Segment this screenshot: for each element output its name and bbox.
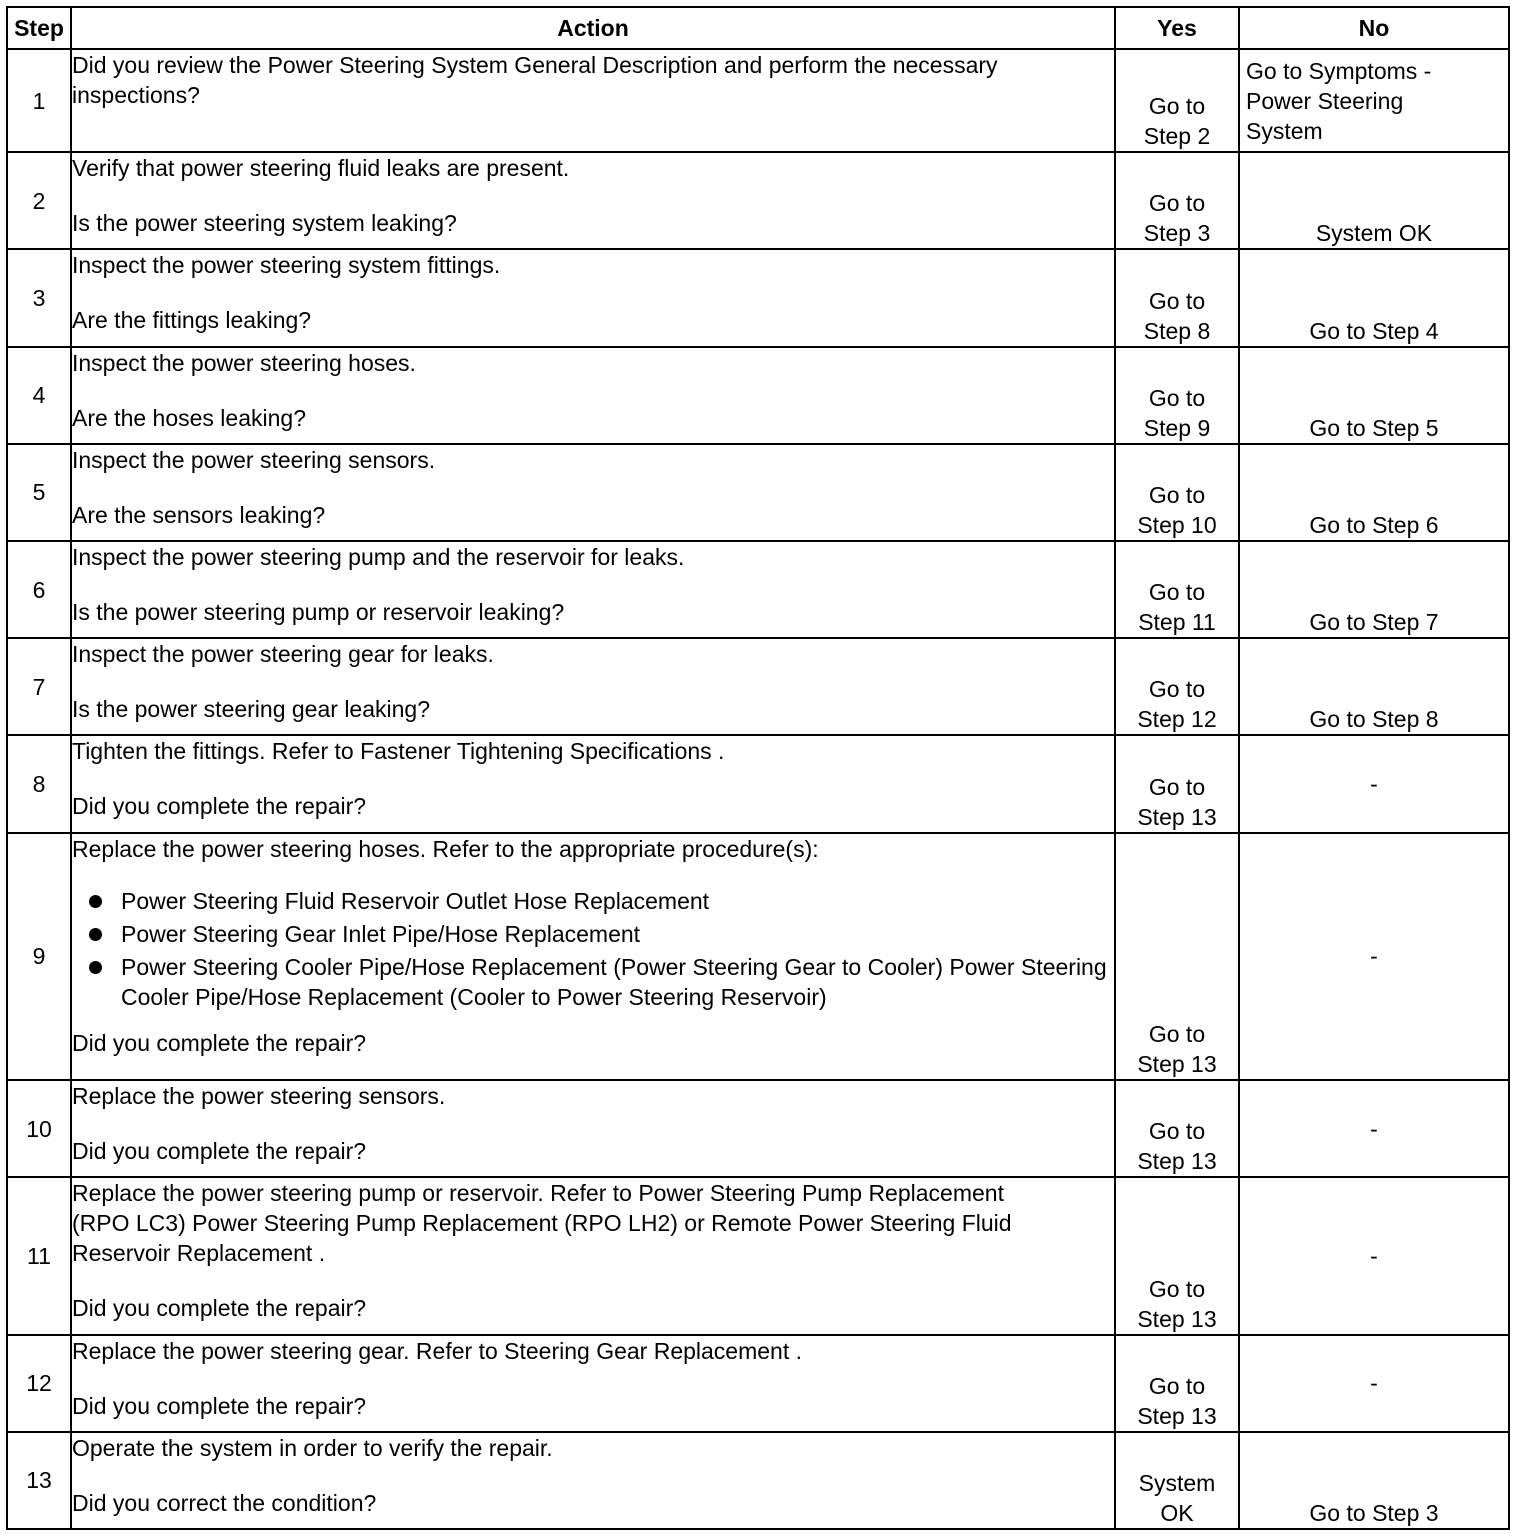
diagnostic-table bbox=[6, 6, 1510, 1530]
header-action: Action bbox=[71, 7, 1115, 49]
yes-cell bbox=[1115, 1335, 1239, 1432]
no-text-line: Go to Step 4 bbox=[1309, 317, 1439, 344]
yes-text-line: Step 12 bbox=[1137, 706, 1217, 733]
question-text: Are the fittings leaking? bbox=[72, 307, 312, 334]
step-number: 6 bbox=[7, 541, 71, 638]
table-row bbox=[7, 735, 1509, 832]
yes-cell bbox=[1115, 638, 1239, 735]
header-no: No bbox=[1239, 7, 1509, 49]
action-text: Inspect the power steering hoses. bbox=[72, 349, 416, 376]
action-text: Operate the system in order to verify the repair. bbox=[72, 1434, 553, 1461]
no-cell bbox=[1239, 49, 1509, 152]
question-text: Did you complete the repair? bbox=[72, 1392, 367, 1419]
no-text-line: Go to Step 6 bbox=[1309, 511, 1439, 538]
table-row bbox=[7, 1432, 1509, 1529]
action-cell bbox=[71, 1432, 1115, 1529]
yes-cell bbox=[1115, 347, 1239, 444]
table-row bbox=[7, 638, 1509, 735]
yes-cell bbox=[1115, 735, 1239, 832]
step-number: 3 bbox=[7, 249, 71, 346]
action-text: Inspect the power steering pump and the reservoir for leaks. bbox=[72, 543, 685, 570]
no-cell bbox=[1239, 735, 1509, 832]
yes-text-line: Go to bbox=[1148, 773, 1206, 800]
no-text-line: Go to Symptoms - bbox=[1246, 58, 1432, 84]
yes-text-line: Step 13 bbox=[1137, 1402, 1217, 1429]
action-text-line: Reservoir Replacement . bbox=[72, 1240, 326, 1267]
action-text: Inspect the power steering gear for leaks. bbox=[72, 641, 494, 668]
question-text: Are the sensors leaking? bbox=[72, 501, 326, 528]
yes-cell bbox=[1115, 152, 1239, 249]
yes-text-line: Go to bbox=[1148, 481, 1206, 508]
action-text: Did you review the Power Steering System General Description and perform the necessary inspections? bbox=[72, 52, 998, 108]
yes-text-line: Step 10 bbox=[1137, 511, 1217, 538]
yes-cell bbox=[1115, 249, 1239, 346]
no-text-line: Go to Step 5 bbox=[1309, 414, 1439, 441]
yes-text-line: Step 13 bbox=[1137, 803, 1217, 830]
bullet-icon bbox=[89, 961, 102, 974]
yes-text-line: Step 8 bbox=[1143, 317, 1211, 344]
action-text: Tighten the fittings. Refer to Fastener Tightening Specifications . bbox=[72, 738, 725, 765]
no-text-line: Go to Step 7 bbox=[1309, 609, 1439, 636]
yes-cell bbox=[1115, 49, 1239, 152]
yes-text-line: Go to bbox=[1148, 384, 1206, 411]
yes-text-line: Step 3 bbox=[1143, 220, 1211, 247]
no-text-line: System OK bbox=[1315, 220, 1433, 247]
no-text-line: System bbox=[1246, 118, 1323, 144]
action-cell bbox=[71, 152, 1115, 249]
table-row bbox=[7, 1335, 1509, 1432]
table-row bbox=[7, 444, 1509, 541]
action-cell bbox=[71, 347, 1115, 444]
list-item bbox=[72, 919, 1114, 949]
table-row bbox=[7, 347, 1509, 444]
no-cell bbox=[1239, 249, 1509, 346]
yes-text-line: Go to bbox=[1148, 287, 1206, 314]
list-item-text: Power Steering Gear Inlet Pipe/Hose Replacement bbox=[121, 920, 641, 947]
action-text-line: Replace the power steering pump or reservoir. Refer to Power Steering Pump Replacement bbox=[72, 1180, 1004, 1207]
step-number: 5 bbox=[7, 444, 71, 541]
yes-text-line: Step 13 bbox=[1137, 1148, 1217, 1175]
yes-text-line: Step 13 bbox=[1137, 1305, 1217, 1332]
action-text: Inspect the power steering sensors. bbox=[72, 446, 436, 473]
yes-text-line: OK bbox=[1160, 1500, 1194, 1526]
no-text-line: - bbox=[1370, 770, 1378, 797]
yes-text-line: System bbox=[1138, 1470, 1216, 1496]
list-item bbox=[72, 952, 1114, 1012]
question-text: Is the power steering gear leaking? bbox=[72, 696, 430, 723]
question-text: Are the hoses leaking? bbox=[72, 404, 306, 431]
no-cell bbox=[1239, 638, 1509, 735]
step-number: 1 bbox=[7, 49, 71, 152]
table-row bbox=[7, 1177, 1509, 1334]
question-text: Did you complete the repair? bbox=[72, 1295, 367, 1322]
step-number: 7 bbox=[7, 638, 71, 735]
no-text-line: Go to Step 8 bbox=[1309, 706, 1439, 733]
action-text: Inspect the power steering system fittings. bbox=[72, 252, 501, 279]
action-text: Replace the power steering sensors. bbox=[72, 1083, 446, 1110]
action-text-line: (RPO LC3) Power Steering Pump Replacement (RPO LH2) or Remote Power Steering Fluid bbox=[72, 1210, 1012, 1237]
bullet-icon bbox=[89, 895, 102, 908]
action-cell bbox=[71, 249, 1115, 346]
step-number: 11 bbox=[7, 1177, 71, 1334]
action-cell bbox=[71, 49, 1115, 152]
yes-text-line: Step 13 bbox=[1137, 1051, 1217, 1078]
no-text-line: Power Steering bbox=[1246, 88, 1404, 114]
yes-text-line: Go to bbox=[1148, 190, 1206, 217]
no-cell bbox=[1239, 1432, 1509, 1529]
table-row bbox=[7, 833, 1509, 1081]
no-text-line: Go to Step 3 bbox=[1309, 1500, 1439, 1526]
no-cell bbox=[1239, 541, 1509, 638]
table-row bbox=[7, 49, 1509, 152]
question-text: Did you complete the repair? bbox=[72, 1029, 367, 1056]
table-row bbox=[7, 152, 1509, 249]
list-item-text: Power Steering Fluid Reservoir Outlet Hose Replacement bbox=[121, 887, 710, 914]
yes-text-line: Go to bbox=[1148, 1275, 1206, 1302]
no-text-line: - bbox=[1370, 1242, 1378, 1269]
no-cell bbox=[1239, 1177, 1509, 1334]
step-number: 13 bbox=[7, 1432, 71, 1529]
yes-cell bbox=[1115, 541, 1239, 638]
procedure-list bbox=[72, 886, 1114, 1012]
yes-cell bbox=[1115, 1432, 1239, 1529]
question-text: Is the power steering pump or reservoir leaking? bbox=[72, 598, 565, 625]
no-text-line: - bbox=[1370, 1115, 1378, 1142]
no-cell bbox=[1239, 152, 1509, 249]
question-text: Did you complete the repair? bbox=[72, 793, 367, 820]
table-row bbox=[7, 1080, 1509, 1177]
header-step: Step bbox=[7, 7, 71, 49]
action-cell bbox=[71, 541, 1115, 638]
question-text: Is the power steering system leaking? bbox=[72, 210, 457, 237]
list-item-text: Power Steering Cooler Pipe/Hose Replacement (Power Steering Gear to Cooler) Power Steering Cooler Pipe/Hose Replacement (Cooler to Power Steering Reservoir) bbox=[121, 953, 1107, 1010]
table-header-row bbox=[7, 7, 1509, 49]
step-number: 9 bbox=[7, 833, 71, 1081]
action-cell bbox=[71, 833, 1115, 1081]
yes-cell bbox=[1115, 444, 1239, 541]
no-cell bbox=[1239, 347, 1509, 444]
action-text: Replace the power steering gear. Refer to Steering Gear Replacement . bbox=[72, 1337, 803, 1364]
yes-text-line: Go to bbox=[1148, 93, 1206, 120]
list-item bbox=[72, 886, 1114, 916]
table-row bbox=[7, 541, 1509, 638]
yes-cell bbox=[1115, 1177, 1239, 1334]
yes-cell bbox=[1115, 1080, 1239, 1177]
yes-text-line: Step 2 bbox=[1143, 123, 1211, 150]
question-text: Did you complete the repair? bbox=[72, 1138, 367, 1165]
action-text: Replace the power steering hoses. Refer to the appropriate procedure(s): bbox=[72, 835, 819, 862]
action-text: Verify that power steering fluid leaks are present. bbox=[72, 155, 570, 182]
no-cell bbox=[1239, 1080, 1509, 1177]
yes-text-line: Go to bbox=[1148, 579, 1206, 606]
action-cell bbox=[71, 735, 1115, 832]
action-cell bbox=[71, 638, 1115, 735]
yes-text-line: Go to bbox=[1148, 1372, 1206, 1399]
step-number: 8 bbox=[7, 735, 71, 832]
step-number: 4 bbox=[7, 347, 71, 444]
yes-text-line: Step 11 bbox=[1138, 609, 1216, 636]
yes-text-line: Go to bbox=[1148, 1021, 1206, 1048]
step-number: 12 bbox=[7, 1335, 71, 1432]
action-cell bbox=[71, 1335, 1115, 1432]
no-cell bbox=[1239, 833, 1509, 1081]
no-cell bbox=[1239, 1335, 1509, 1432]
no-text-line: - bbox=[1370, 1370, 1378, 1397]
no-text-line: - bbox=[1370, 943, 1378, 970]
bullet-icon bbox=[89, 928, 102, 941]
table-row bbox=[7, 249, 1509, 346]
yes-text-line: Go to bbox=[1148, 676, 1206, 703]
yes-text-line: Go to bbox=[1148, 1118, 1206, 1145]
question-text: Did you correct the condition? bbox=[72, 1489, 377, 1516]
action-cell bbox=[71, 1177, 1115, 1334]
header-yes: Yes bbox=[1115, 7, 1239, 49]
action-cell bbox=[71, 444, 1115, 541]
no-cell bbox=[1239, 444, 1509, 541]
action-cell bbox=[71, 1080, 1115, 1177]
step-number: 10 bbox=[7, 1080, 71, 1177]
step-number: 2 bbox=[7, 152, 71, 249]
yes-cell bbox=[1115, 833, 1239, 1081]
yes-text-line: Step 9 bbox=[1143, 414, 1211, 441]
